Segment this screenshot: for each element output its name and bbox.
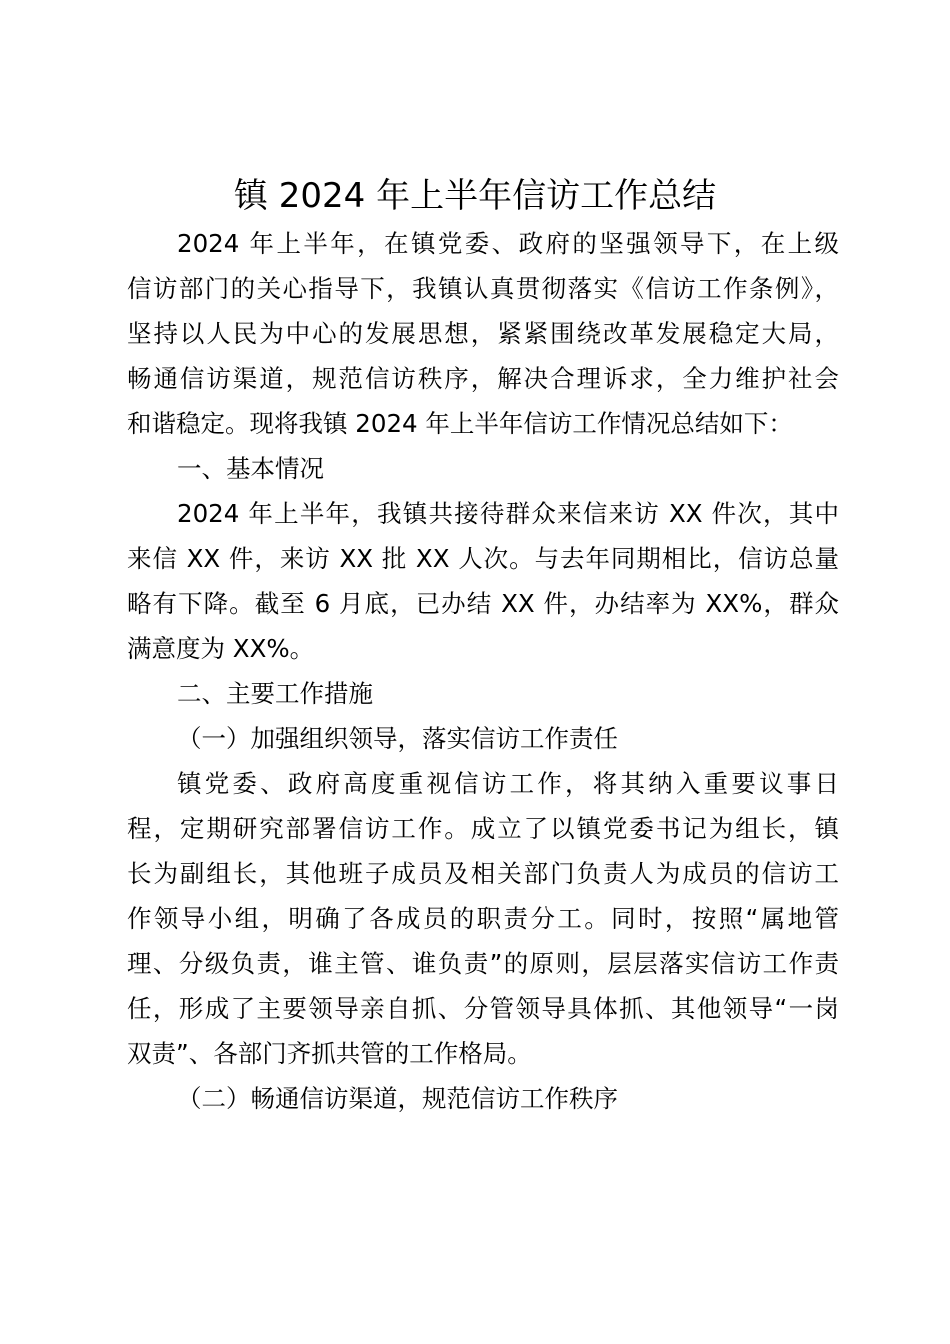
- paragraph-line: 作领导小组，明确了各成员的职责分工。同时，按照“属地管: [127, 904, 839, 933]
- document-body: [127, 221, 839, 1121]
- paragraph-line: 畅通信访渠道，规范信访秩序，解决合理诉求，全力维护社会: [127, 364, 839, 393]
- paragraph-line: 镇党委、政府高度重视信访工作，将其纳入重要议事日: [177, 769, 839, 798]
- paragraph-line: 程，定期研究部署信访工作。成立了以镇党委书记为组长，镇: [127, 814, 839, 843]
- paragraph-line: 任，形成了主要领导亲自抓、分管领导具体抓、其他领导“一岗: [127, 994, 839, 1023]
- paragraph-line: 双责”、各部门齐抓共管的工作格局。: [127, 1039, 532, 1068]
- subsection-heading: （一）加强组织领导，落实信访工作责任: [177, 724, 618, 753]
- paragraph-line: 和谐稳定。现将我镇 2024 年上半年信访工作情况总结如下：: [127, 409, 793, 438]
- document-title: 镇 2024 年上半年信访工作总结: [233, 176, 717, 216]
- paragraph-line: 坚持以人民为中心的发展思想，紧紧围绕改革发展稳定大局，: [127, 319, 839, 348]
- paragraph-line: 来信 XX 件，来访 XX 批 XX 人次。与去年同期相比，信访总量: [127, 544, 839, 573]
- paragraph-line: 满意度为 XX%。: [127, 634, 315, 663]
- subsection-heading: （二）畅通信访渠道，规范信访工作秩序: [177, 1084, 618, 1113]
- section-heading: 一、基本情况: [177, 454, 324, 483]
- paragraph-line: 理、分级负责，谁主管、谁负责”的原则，层层落实信访工作责: [127, 949, 839, 978]
- paragraph-line: 2024 年上半年，在镇党委、政府的坚强领导下，在上级: [177, 229, 839, 258]
- paragraph-line: 略有下降。截至 6 月底，已办结 XX 件，办结率为 XX%，群众: [127, 589, 839, 618]
- paragraph-line: 信访部门的关心指导下，我镇认真贯彻落实《信访工作条例》，: [127, 274, 839, 303]
- section-heading: 二、主要工作措施: [177, 679, 373, 708]
- paragraph-line: 长为副组长，其他班子成员及相关部门负责人为成员的信访工: [127, 859, 839, 888]
- paragraph-line: 2024 年上半年，我镇共接待群众来信来访 XX 件次，其中: [177, 499, 839, 528]
